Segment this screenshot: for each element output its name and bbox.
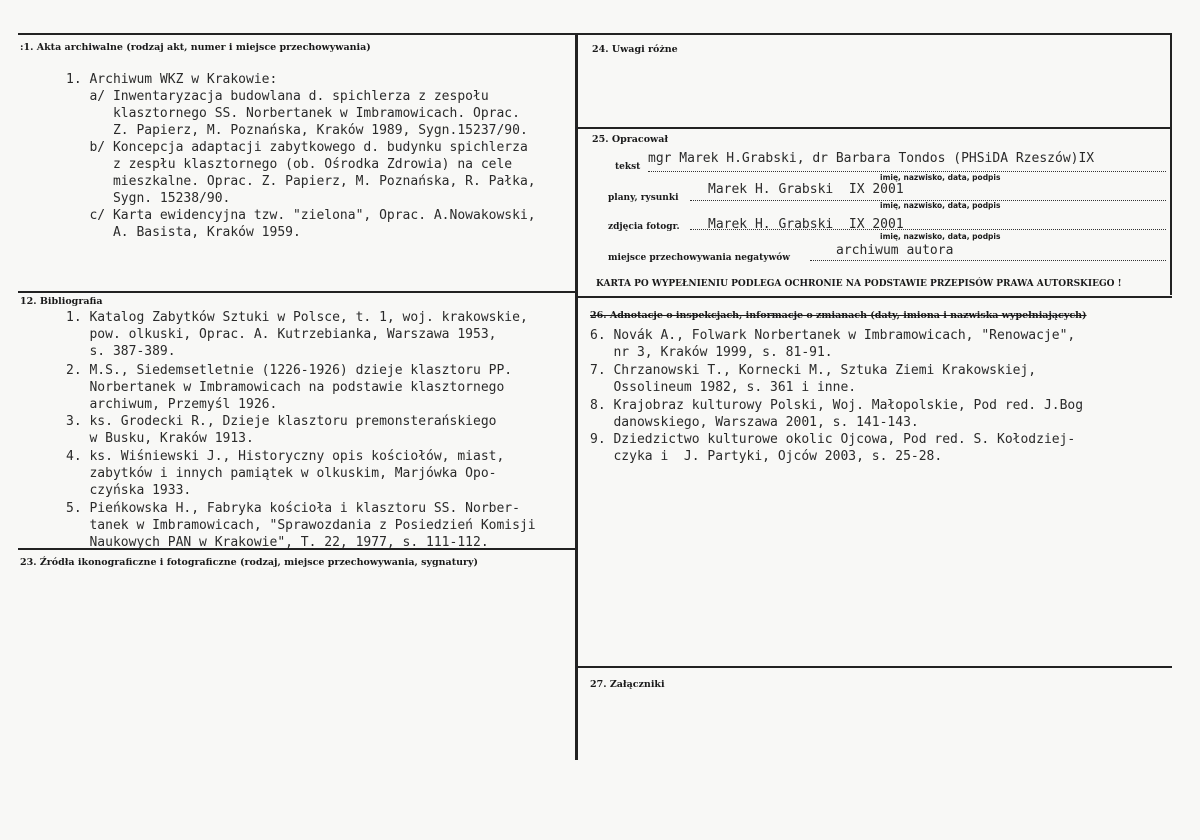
section-26-line: Ossolineum 1982, s. 361 i inne.	[590, 380, 857, 395]
section-26-line: 9. Dziedzictwo kulturowe okolic Ojcowa, Pod red. S. Kołodziej-	[590, 432, 1076, 447]
section-12-line: czyńska 1933.	[66, 483, 192, 498]
tekst-label: tekst	[615, 162, 641, 172]
section-11-line: b/ Koncepcja adaptacji zabytkowego d. budynku spichlerza	[66, 140, 528, 155]
plany-caption: imię, nazwisko, data, podpis	[880, 201, 1001, 210]
section-27-header: 27. Załączniki	[590, 679, 665, 690]
section-26-line: danowskiego, Warszawa 2001, s. 141-143.	[590, 415, 919, 430]
section-12-line: Norbertanek w Imbramowicach na podstawie klasztornego	[66, 380, 505, 395]
center-divider	[575, 33, 578, 760]
zdjecia-caption: imię, nazwisko, data, podpis	[880, 232, 1001, 241]
zdjecia-label: zdjęcia fotogr.	[608, 222, 680, 232]
section-12-line: s. 387-389.	[66, 344, 176, 359]
section-25-header: 25. Opracował	[592, 134, 669, 145]
divider-26-27	[578, 666, 1172, 668]
tekst-caption: imię, nazwisko, data, podpis	[880, 173, 1001, 182]
tekst-value: mgr Marek H.Grabski, dr Barbara Tondos (PHSiDA Rzeszów)IX	[648, 151, 1095, 166]
copyright-warning: KARTA PO WYPEŁNIENIU PODLEGA OCHRONIE NA PODSTAWIE PRZEPISÓW PRAWA AUTORSKIEGO !	[596, 279, 1122, 289]
section-26-line: 8. Krajobraz kulturowy Polski, Woj. Małopolskie, Pod red. J.Bog	[590, 398, 1084, 413]
section-12-line: 2. M.S., Siedemsetletnie (1226-1926) dzieje klasztoru PP.	[66, 363, 513, 378]
section-12-line: Naukowych PAN w Krakowie", T. 22, 1977, s. 111-112.	[66, 535, 489, 550]
section-11-line: Z. Papierz, M. Poznańska, Kraków 1989, Sygn.15237/90.	[66, 123, 528, 138]
zdjecia-dotted-line	[690, 229, 1166, 230]
section-11-line: Sygn. 15238/90.	[66, 191, 231, 206]
section-12-line: 1. Katalog Zabytków Sztuki w Polsce, t. 1, woj. krakowskie,	[66, 310, 528, 325]
section-12-header: 12. Bibliografia	[20, 296, 103, 307]
section-11-line: A. Basista, Kraków 1959.	[66, 225, 301, 240]
section-26-line: nr 3, Kraków 1999, s. 81-91.	[590, 345, 833, 360]
section-12-line: w Busku, Kraków 1913.	[66, 431, 254, 446]
section-23-header: 23. Źródła ikonograficzne i fotograficzne (rodzaj, miejsce przechowywania, sygnatury)	[20, 557, 479, 568]
zdjecia-value: Marek H. Grabski IX 2001	[708, 217, 904, 232]
section-12-line: 4. ks. Wiśniewski J., Historyczny opis kościołów, miast,	[66, 449, 505, 464]
plany-value: Marek H. Grabski IX 2001	[708, 182, 904, 197]
section-26-line: 7. Chrzanowski T., Kornecki M., Sztuka Ziemi Krakowskiej,	[590, 363, 1037, 378]
section-24-header: 24. Uwagi różne	[592, 44, 678, 55]
section-11-line: klasztornego SS. Norbertanek w Imbramowicach. Oprac.	[66, 106, 520, 121]
divider-11-12	[18, 291, 578, 293]
plany-label: plany, rysunki	[608, 193, 679, 203]
right-border	[1170, 33, 1172, 295]
divider-24-25	[578, 127, 1172, 129]
section-11-line: 1. Archiwum WKZ w Krakowie:	[66, 72, 278, 87]
divider-25-26	[578, 296, 1172, 298]
section-26-line: czyka i J. Partyki, Ojców 2003, s. 25-28.	[590, 449, 943, 464]
miejsce-value: archiwum autora	[836, 243, 954, 258]
section-12-line: zabytków i innych pamiątek w olkuskim, Marjówka Opo-	[66, 466, 497, 481]
section-11-line: z zespłu klasztornego (ob. Ośrodka Zdrowia) na cele	[66, 157, 513, 172]
section-12-line: 3. ks. Grodecki R., Dzieje klasztoru premonsterańskiego	[66, 414, 497, 429]
tekst-dotted-line	[648, 171, 1166, 172]
section-12-line: 5. Pieńkowska H., Fabryka kościoła i klasztoru SS. Norber-	[66, 501, 520, 516]
section-26-line: 6. Novák A., Folwark Norbertanek w Imbramowicach, "Renowacje",	[590, 328, 1076, 343]
miejsce-label: miejsce przechowywania negatywów	[608, 253, 790, 263]
section-11-line: a/ Inwentaryzacja budowlana d. spichlerza z zespołu	[66, 89, 489, 104]
section-11-line: c/ Karta ewidencyjna tzw. "zielona", Oprac. A.Nowakowski,	[66, 208, 536, 223]
top-border	[18, 33, 1172, 35]
section-11-line: mieszkalne. Oprac. Z. Papierz, M. Poznańska, R. Pałka,	[66, 174, 536, 189]
section-12-line: archiwum, Przemyśl 1926.	[66, 397, 278, 412]
section-12-line: tanek w Imbramowicach, "Sprawozdania z Posiedzień Komisji	[66, 518, 536, 533]
miejsce-dotted-line	[810, 260, 1166, 261]
section-12-line: pow. olkuski, Oprac. A. Kutrzebianka, Warszawa 1953,	[66, 327, 497, 342]
section-11-header: :1. Akta archiwalne (rodzaj akt, numer i miejsce przechowywania)	[20, 42, 371, 53]
section-26-header: 26. Adnotacje o inspekcjach, informacje o zmianach (daty, imiona i nazwiska wypełniających)	[590, 310, 1087, 321]
